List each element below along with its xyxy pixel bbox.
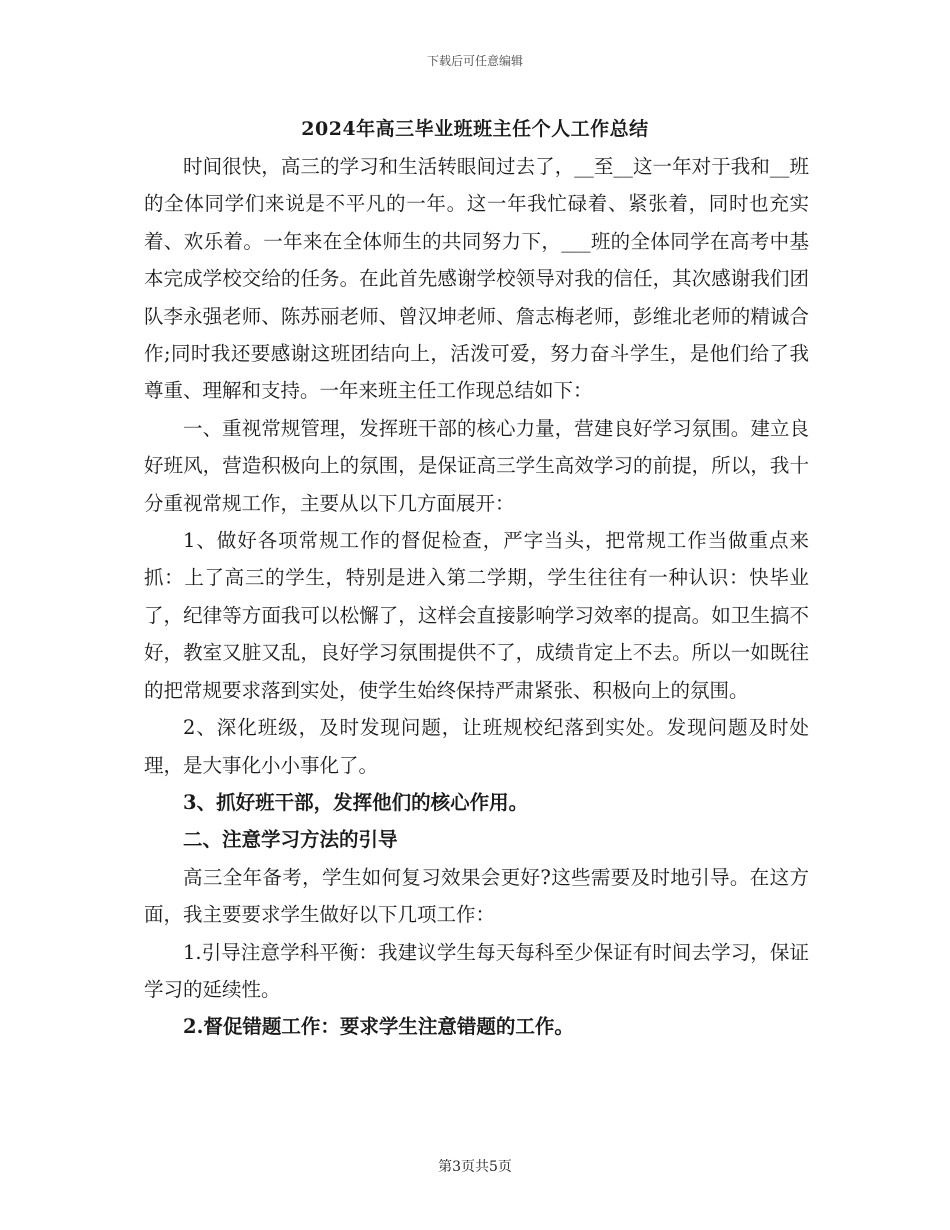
paragraph-item-3-heading: 3、抓好班干部，发挥他们的核心作用。 (183, 790, 529, 814)
header-note: 下载后可任意编辑 (426, 54, 523, 68)
paragraph-section-1: 一、重视常规管理，发挥班干部的核心力量，营建良好学习氛围。建立良好班风，营造积极向上的氛围，是保证高三学生高效学习的前提，所以，我十分重视常规工作，主要从以下几方面展开： (144, 416, 809, 515)
paragraph-section-2-item-2: 2.督促错题工作：要求学生注意错题的工作。 (183, 1015, 574, 1039)
document-body (144, 148, 809, 1046)
paragraph-item-2: 2、深化班级，及时发现问题，让班规校纪落到实处。发现问题及时处理，是大事化小小事化了。 (144, 716, 809, 777)
paragraph-section-2-item-1: 1.引导注意学科平衡：我建议学生每天每科至少保证有时间去学习，保证学习的延续性。 (144, 940, 809, 1001)
page-number-footer: 第3页共5页 (438, 1159, 512, 1175)
page-title: 2024年高三毕业班班主任个人工作总结 (301, 118, 649, 140)
paragraph-intro: 时间很快，高三的学习和生活转眼间过去了，__至__这一年对于我和__班的全体同学们来说是不平凡的一年。这一年我忙碌着、紧张着，同时也充实着、欢乐着。一年来在全体师生的共同努力下，___班的全体同学在高考中基本完成学校交给的任务。在此首先感谢学校领导对我的信任，其次感谢我们团队李永强老师、陈苏丽老师、曾汉坤老师、詹志梅老师，彭维北老师的精诚合作;同时我还要感谢这班团结向上，活泼可爱，努力奋斗学生，是他们给了我尊重、理解和支持。一年来班主任工作现总结如下： (144, 155, 809, 403)
paragraph-item-1: 1、做好各项常规工作的督促检查，严字当头，把常规工作当做重点来抓：上了高三的学生，特别是进入第二学期，学生往往有一种认识：快毕业了，纪律等方面我可以松懈了，这样会直接影响学习效率的提高。如卫生搞不好，教室又脏又乱，良好学习氛围提供不了，成绩肯定上不去。所以一如既往的把常规要求落到实处，使学生始终保持严肃紧张、积极向上的氛围。 (144, 529, 809, 702)
paragraph-section-2-intro: 高三全年备考，学生如何复习效果会更好?这些需要及时地引导。在这方面，我主要要求学生做好以下几项工作： (144, 865, 809, 927)
section-2-heading: 二、注意学习方法的引导 (183, 828, 398, 852)
